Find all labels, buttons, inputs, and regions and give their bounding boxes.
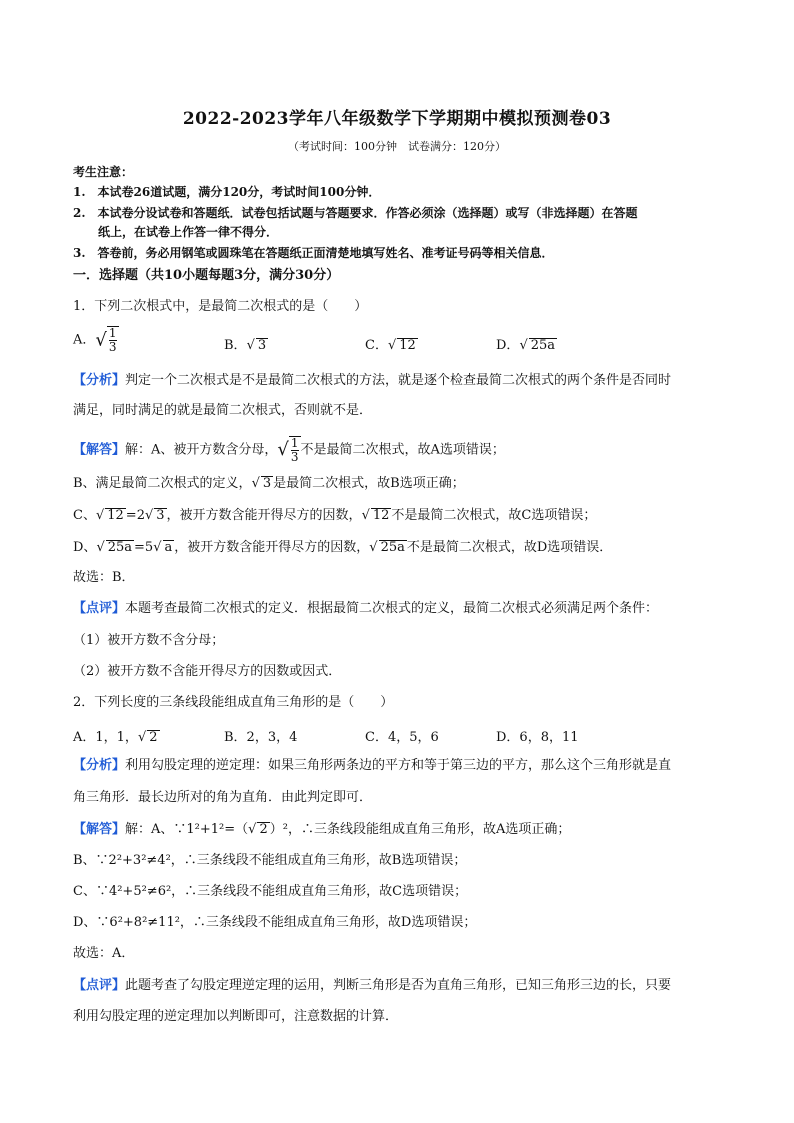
- notice-heading: 考生注意：: [73, 165, 134, 179]
- notice-item-3: 3. 答卷前，务必用钢笔或圆珠笔在答题纸正面清楚地填写姓名、准考证号码等相关信息．: [73, 246, 554, 260]
- q1-stem: 1．下列二次根式中，是最简二次根式的是（ ）: [73, 299, 368, 314]
- q2-answer: 故选：A．: [73, 946, 135, 961]
- page-title: 2022-2023学年八年级数学下学期期中模拟预测卷03: [182, 109, 612, 129]
- q2-comment-cont: 利用勾股定理的逆定理加以判断即可，注意数据的计算．: [73, 1009, 399, 1024]
- q2-option-d: D．6，8，11: [496, 730, 579, 745]
- q2-analysis: 【分析】利用勾股定理的逆定理：如果三角形两条边的平方和等于第三边的平方，那么这个三角形就是直: [73, 758, 672, 773]
- q1-condition-2: （2）被开方数不含能开得尽方的因数或因式．: [73, 664, 342, 679]
- q2-solution-a: 【解答】解：A、∵1²+1²=（√ 2 ）²，∴三条线段能组成直角三角形，故A选项正确；: [73, 822, 571, 837]
- q1-solution-b: B、满足最简二次根式的定义，√ 3 是最简二次根式，故B选项正确；: [73, 476, 465, 491]
- q2-option-b: B．2，3，4: [224, 730, 298, 745]
- q1-option-d: D．√ 25a: [496, 338, 556, 353]
- q2-option-c: C．4，5，6: [365, 730, 439, 745]
- q1-condition-1: （1）被开方数不含分母；: [73, 633, 225, 648]
- q1-solution-d: D、√ 25a =5√ a ，被开方数含能开得尽方的因数，√ 25a 不是最简二次根式，故D选项错误．: [73, 540, 613, 555]
- q2-stem: 2．下列长度的三条线段能组成直角三角形的是（ ）: [73, 695, 394, 710]
- q2-option-a: A．1，1，√ 2: [73, 730, 158, 745]
- q1-option-b: B．√ 3: [224, 338, 267, 353]
- q1-solution-c: C、√ 12 =2√ 3 ，被开方数含能开得尽方的因数，√ 12 不是最简二次根式，故C选项错误；: [73, 508, 597, 523]
- q2-solution-d: D、∵6²+8²≠11²，∴三条线段不能组成直角三角形，故D选项错误；: [73, 915, 477, 930]
- q2-solution-c: C、∵4²+5²≠6²，∴三条线段不能组成直角三角形，故C选项错误；: [73, 884, 468, 899]
- q1-analysis: 【分析】判定一个二次根式是不是最简二次根式的方法，就是逐个检查最简二次根式的两个条件是否同时: [73, 373, 672, 388]
- q1-analysis-cont: 满足，同时满足的就是最简二次根式，否则就不是．: [73, 403, 373, 418]
- q1-option-a: A．√ $\frac{1}{3}$: [73, 326, 117, 354]
- q1-answer: 故选：B．: [73, 570, 135, 585]
- q1-comment: 【点评】本题考查最简二次根式的定义．根据最简二次根式的定义，最简二次根式必须满足两个条件：: [73, 601, 659, 616]
- section-heading: 一．选择题（共10小题每题3分，满分30分）: [73, 268, 340, 283]
- q1-solution-a: 【解答】解：A、被开方数含分母，√ $\frac{1}{3}$ 不是最简二次根式，故A选项错误；: [73, 436, 505, 464]
- notice-item-2-cont: 纸上，在试卷上作答一律不得分．: [98, 225, 279, 239]
- q1-option-c: C．√ 12: [365, 338, 416, 353]
- notice-item-2: 2. 本试卷分设试卷和答题纸．试卷包括试题与答题要求．作答必须涂（选择题）或写（非选择题）在答题: [73, 206, 638, 220]
- q2-solution-b: B、∵2²+3²≠4²，∴三条线段不能组成直角三角形，故B选项错误；: [73, 853, 467, 868]
- q2-comment: 【点评】此题考查了勾股定理逆定理的运用，判断三角形是否为直角三角形，已知三角形三边的长，只要: [73, 978, 672, 993]
- notice-item-1: 1. 本试卷26道试题，满分120分，考试时间100分钟．: [73, 185, 381, 199]
- exam-info: （考试时间：100分钟 试卷满分：120分）: [288, 140, 506, 153]
- q2-analysis-cont: 角三角形．最长边所对的角为直角．由此判定即可．: [73, 790, 373, 805]
